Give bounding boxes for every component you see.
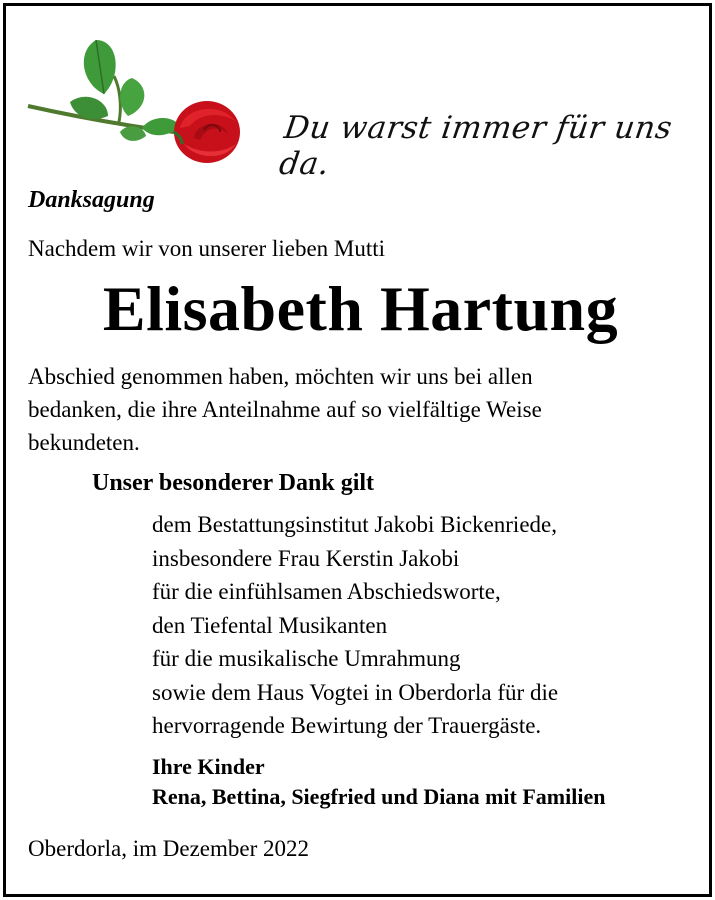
thanks-line: dem Bestattungsinstitut Jakobi Bickenriede, xyxy=(152,512,557,537)
obituary-card xyxy=(3,3,712,897)
motto-text: Du warst immer für uns da. xyxy=(276,110,675,182)
thanks-line: für die musikalische Umrahmung xyxy=(152,646,461,671)
paragraph xyxy=(28,360,542,459)
intro-text: Nachdem wir von unserer lieben Mutti xyxy=(28,236,386,261)
signature-heading: Ihre Kinder xyxy=(152,754,265,779)
rose-icon xyxy=(24,26,259,176)
thanks-line: insbesondere Frau Kerstin Jakobi xyxy=(152,545,460,571)
thanks-line: sowie dem Haus Vogtei in Oberdorla für die xyxy=(152,679,559,705)
paragraph-line: bedanken, die ihre Anteilnahme auf so vielfältige Weise xyxy=(28,397,542,422)
place-date: Oberdorla, im Dezember 2022 xyxy=(28,836,310,861)
thanks-line: den Tiefental Musikanten xyxy=(152,612,388,638)
paragraph-line: Abschied genommen haben, möchten wir uns bei allen xyxy=(28,364,533,389)
thanks-heading: Unser besonderer Dank gilt xyxy=(92,470,375,496)
thanks-list xyxy=(152,508,558,743)
paragraph-line: bekundeten. xyxy=(28,430,140,455)
thanks-line: für die einfühlsamen Abschiedsworte, xyxy=(152,579,501,604)
heading: Danksagung xyxy=(28,187,155,213)
deceased-name: Elisabeth Hartung xyxy=(102,273,619,344)
thanks-line: hervorragende Bewirtung der Trauergäste. xyxy=(152,713,542,738)
signature-names: Rena, Bettina, Siegfried und Diana mit Familien xyxy=(152,784,606,809)
